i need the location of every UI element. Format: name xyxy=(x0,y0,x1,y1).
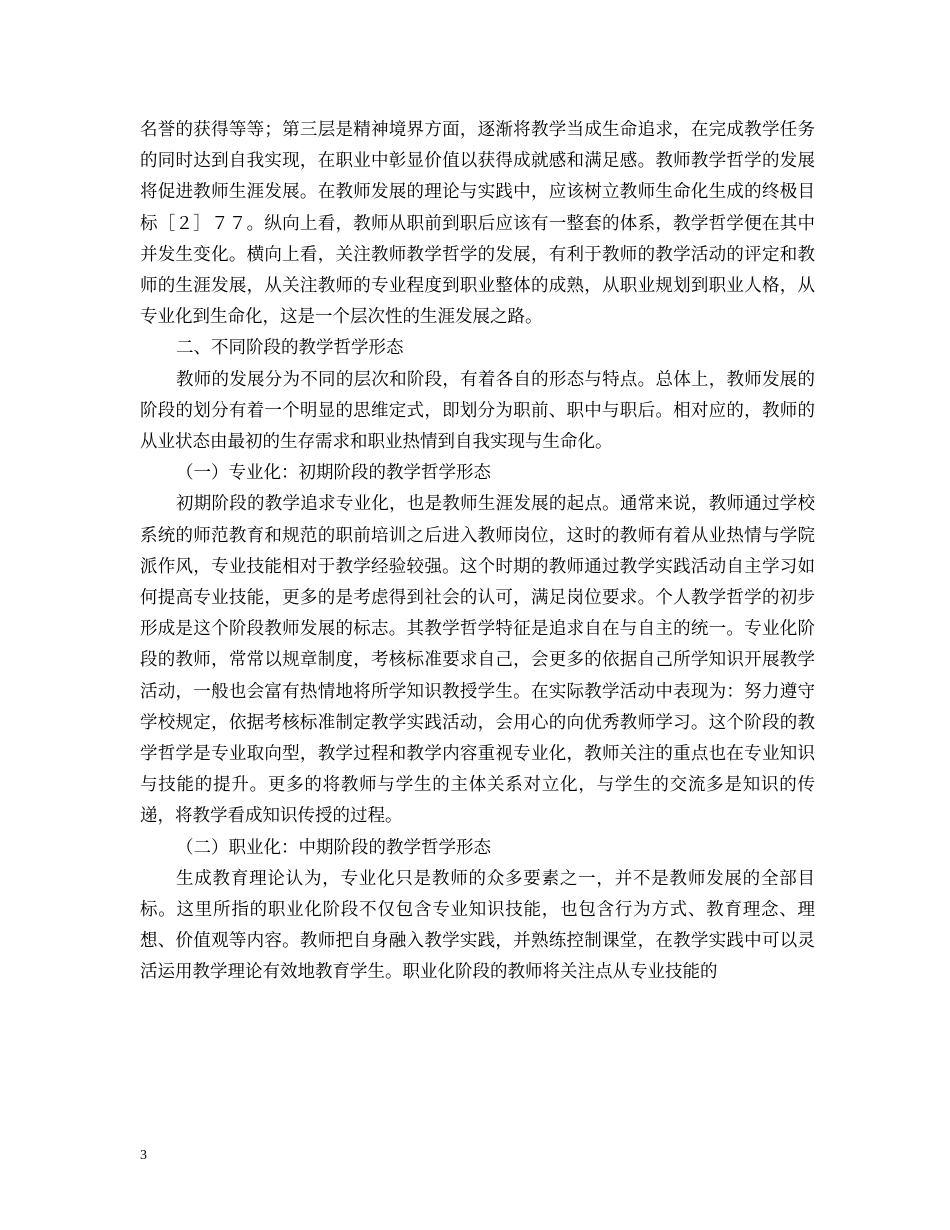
paragraph-stages-intro: 教师的发展分为不同的层次和阶段，有着各自的形态与特点。总体上，教师发展的阶段的划分有着一个明显的思维定式，即划分为职前、职中与职后。相对应的，教师的从业状态由最初的生存需求和职业热情到自我实现与生命化。 xyxy=(140,369,815,453)
subsection-heading-occupationalization: （二）职业化：中期阶段的教学哲学形态 xyxy=(176,837,491,858)
paragraph-professionalization: 初期阶段的教学追求专业化，也是教师生涯发展的起点。通常来说，教师通过学校系统的师范教育和规范的职前培训之后进入教师岗位，这时的教师有着从业热情与学院派作风，专业技能相对于教学经验较强。这个时期的教师通过教学实践活动自主学习如何提高专业技能，更多的是考虑得到社会的认可，满足岗位要求。个人教学哲学的初步形成是这个阶段教师发展的标志。其教学哲学特征是追求自在与自主的统一。专业化阶段的教师，常常以规章制度，考核标准要求自己，会更多的依据自己所学知识开展教学活动，一般也会富有热情地将所学知识教授学生。在实际教学活动中表现为：努力遵守学校规定，依据考核标准制定教学实践活动，会用心的向优秀教师学习。这个阶段的教学哲学是专业取向型，教学过程和教学内容重视专业化，教师关注的重点也在专业知识与技能的提升。更多的将教师与学生的主体关系对立化，与学生的交流多是知识的传递，将教学看成知识传授的过程。 xyxy=(140,494,815,827)
section-heading-stages: 二、不同阶段的教学哲学形态 xyxy=(176,338,404,359)
paragraph-occupationalization: 生成教育理论认为，专业化只是教师的众多要素之一，并不是教师发展的全部目标。这里所指的职业化阶段不仅包含专业知识技能，也包含行为方式、教育理念、理想、价值观等内容。教师把自身融入教学实践，并熟练控制课堂，在教学实践中可以灵活运用教学理论有效地教育学生。职业化阶段的教师将关注点从专业技能的 xyxy=(140,868,815,983)
subsection-heading-professionalization: （一）专业化：初期阶段的教学哲学形态 xyxy=(176,463,491,484)
page-number: 3 xyxy=(140,1148,147,1163)
paragraph-continuation: 名誉的获得等等；第三层是精神境界方面，逐渐将教学当成生命追求，在完成教学任务的同时达到自我实现，在职业中彰显价值以获得成就感和满足感。教师教学哲学的发展将促进教师生涯发展。在教师发展的理论与实践中，应该树立教师生命化生成的终极目标［２］７７。纵向上看，教师从职前到职后应该有一整套的体系，教学哲学便在其中并发生变化。横向上看，关注教师教学哲学的发展，有利于教师的教学活动的评定和教师的生涯发展，从关注教师的专业程度到职业整体的成熟，从职业规划到职业人格，从专业化到生命化，这是一个层次性的生涯发展之路。 xyxy=(140,120,815,328)
document-body xyxy=(140,115,815,989)
